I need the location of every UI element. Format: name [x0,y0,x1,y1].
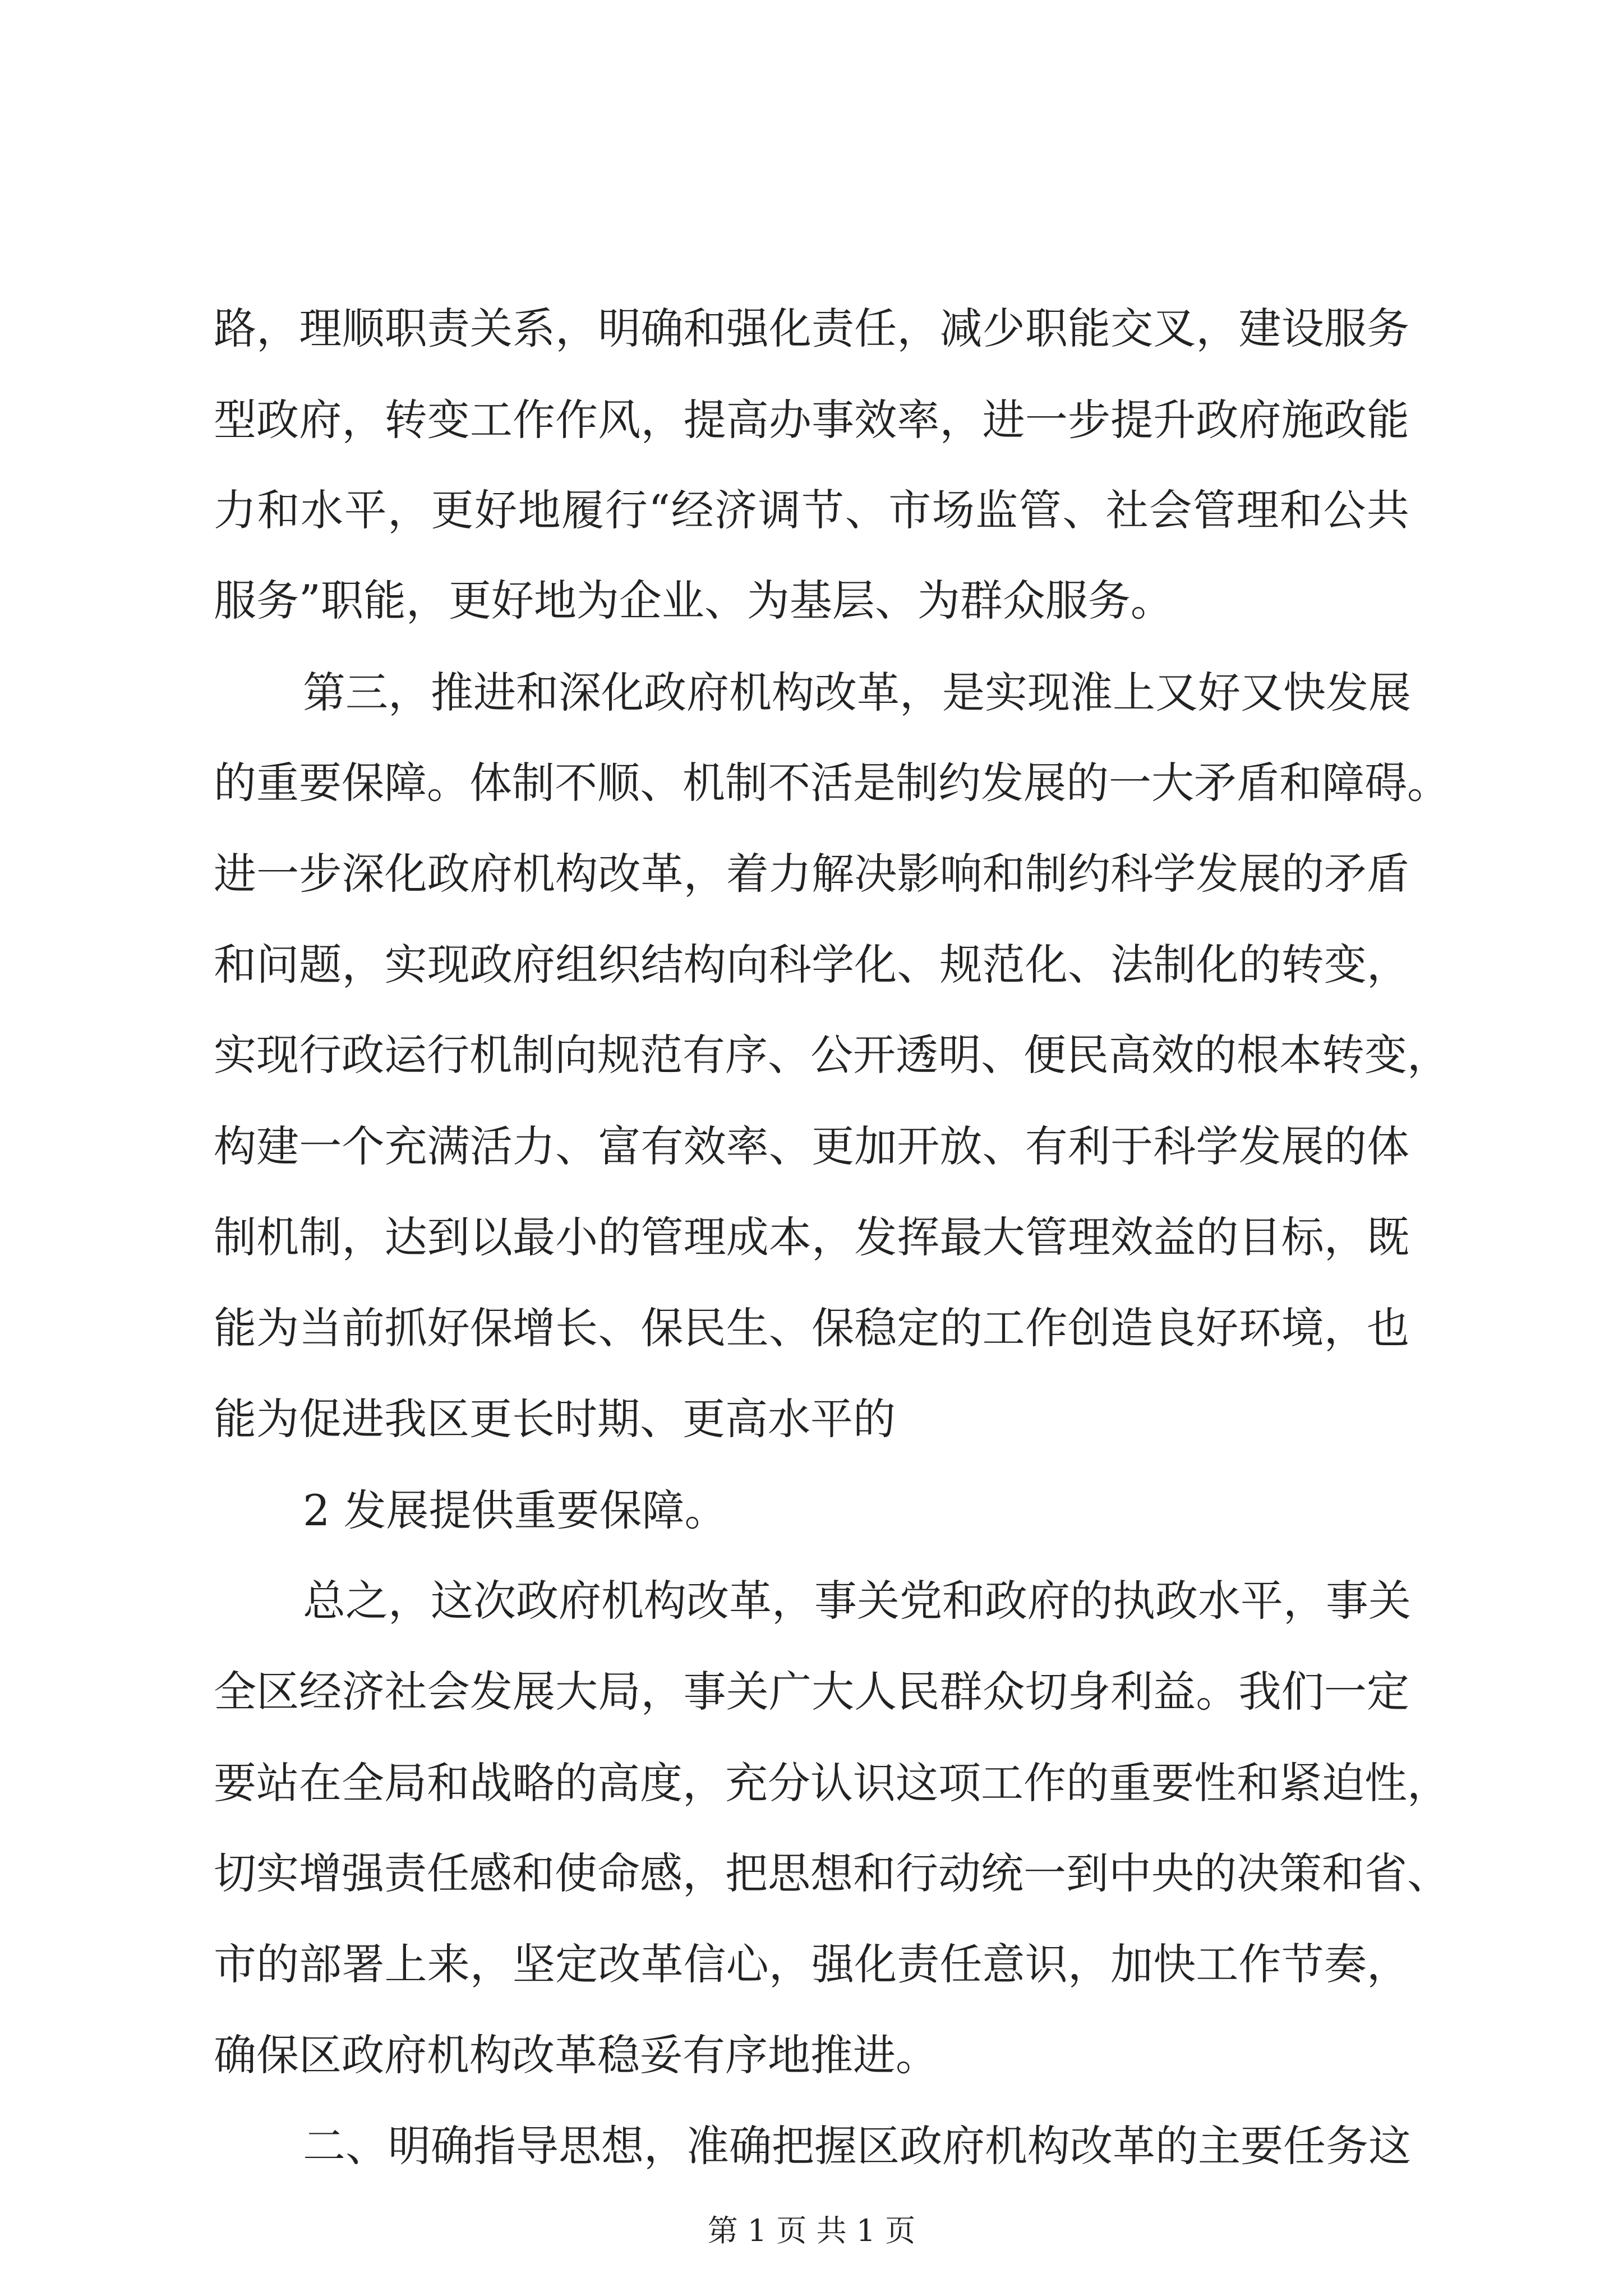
body-text-line: 路，理顺职责关系，明确和强化责任，减少职能交叉，建设服务 [214,303,1409,353]
body-text-line: 确保区政府机构改革稳妥有序地推进。 [214,2030,938,2080]
body-text-line: 进一步深化政府机构改革，着力解决影响和制约科学发展的矛盾 [214,849,1409,899]
body-text-line: 能为当前抓好保增长、保民生、保稳定的工作创造良好环境，也 [214,1303,1409,1353]
body-text-line: 力和水平，更好地履行“经济调节、市场监管、社会管理和公共 [214,485,1409,535]
page-footer: 第 1 页 共 1 页 [707,2213,916,2248]
body-text-line: 制机制，达到以最小的管理成本，发挥最大管理效益的目标，既 [214,1212,1409,1262]
body-text-line: 构建一个充满活力、富有效率、更加开放、有利于科学发展的体 [214,1121,1409,1171]
section-heading-line: 二、明确指导思想，准确把握区政府机构改革的主要任务这 [303,2121,1411,2171]
body-text-line: 要站在全局和战略的高度，充分认识这项工作的重要性和紧迫性， [214,1758,1450,1808]
body-text-line: 型政府，转变工作作风，提高办事效率，进一步提升政府施政能 [214,395,1409,445]
body-text-line: 市的部署上来，坚定改革信心，强化责任意识，加快工作节奏， [214,1939,1409,1989]
body-text-line: 总之，这次政府机构改革，事关党和政府的执政水平，事关 [303,1576,1411,1626]
body-text-line: 实现行政运行机制向规范有序、公开透明、便民高效的根本转变， [214,1030,1450,1080]
body-text-line: 和问题，实现政府组织结构向科学化、规范化、法制化的转变， [214,940,1409,990]
body-text-line: 切实增强责任感和使命感，把思想和行动统一到中央的决策和省、 [214,1848,1450,1898]
body-text-line: 的重要保障。体制不顺、机制不活是制约发展的一大矛盾和障碍。 [214,758,1450,808]
body-text-line: 能为促进我区更长时期、更高水平的 [214,1394,896,1444]
body-text-line: 第三，推进和深化政府机构改革，是实现淮上又好又快发展 [303,668,1411,717]
body-text-line: 服务”职能，更好地为企业、为基层、为群众服务。 [214,576,1173,625]
body-text-line: 全区经济社会发展大局，事关广大人民群众切身利益。我们一定 [214,1667,1409,1717]
body-text-line: 2 发展提供重要保障。 [303,1485,727,1535]
